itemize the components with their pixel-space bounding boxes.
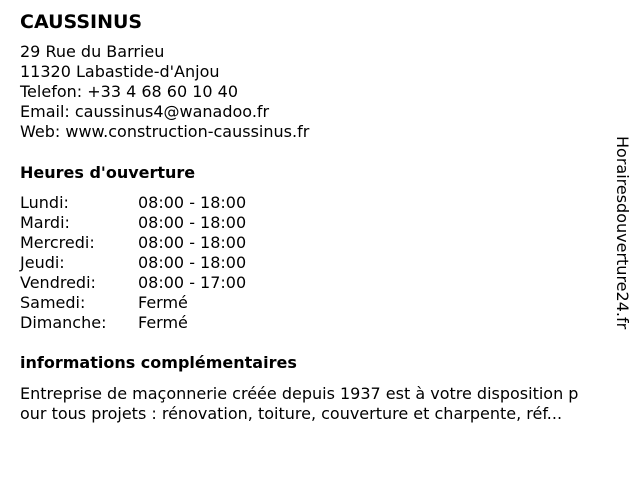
description-line: our tous projets : rénovation, toiture, couverture et charpente, réf...: [20, 404, 563, 423]
email-address: Email: caussinus4@wanadoo.fr: [20, 102, 270, 121]
time-range: 08:00 - 18:00: [138, 253, 247, 272]
site-watermark: Horairesdouverture24.fr: [613, 136, 632, 330]
time-range: 08:00 - 17:00: [138, 273, 247, 292]
time-range: 08:00 - 18:00: [138, 233, 247, 252]
street-address: 29 Rue du Barrieu: [20, 42, 165, 61]
description-line: Entreprise de maçonnerie créée depuis 1937 est à votre disposition p: [20, 384, 579, 403]
day-label: Mercredi:: [20, 233, 95, 252]
business-name: CAUSSINUS: [20, 11, 143, 33]
day-label: Jeudi:: [20, 253, 65, 272]
hours-heading: Heures d'ouverture: [20, 163, 196, 182]
day-label: Samedi:: [20, 293, 86, 312]
phone-number: Telefon: +33 4 68 60 10 40: [20, 82, 239, 101]
day-label: Lundi:: [20, 193, 69, 212]
day-label: Vendredi:: [20, 273, 96, 292]
info-heading: informations complémentaires: [20, 353, 297, 372]
time-range: 08:00 - 18:00: [138, 193, 247, 212]
postal-city: 11320 Labastide-d'Anjou: [20, 62, 220, 81]
business-description: [20, 384, 620, 424]
time-range: Fermé: [138, 293, 188, 312]
time-range: 08:00 - 18:00: [138, 213, 247, 232]
time-range: Fermé: [138, 313, 188, 332]
website-address: Web: www.construction-caussinus.fr: [20, 122, 310, 141]
day-label: Dimanche:: [20, 313, 107, 332]
address-block: [20, 42, 309, 142]
day-label: Mardi:: [20, 213, 70, 232]
